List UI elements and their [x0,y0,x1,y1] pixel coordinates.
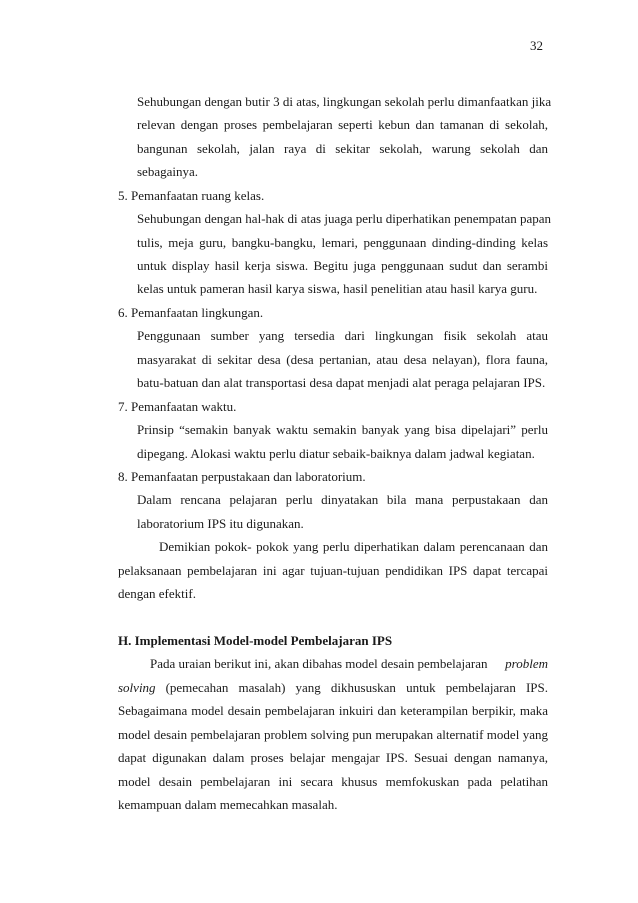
page-number: 32 [530,38,543,53]
closing-line-2: pelaksanaan pembelajaran ini agar tujuan-tujuan pendidikan IPS dapat tercapai [118,563,548,578]
item5-line-2: tulis, meja guru, bangku-bangku, lemari, penggunaan dinding-dinding kelas [137,235,548,250]
section-line-6: model desain pembelajaran ini secara khusus memfokuskan pada pelatihan [118,774,548,789]
item6-line-3: batu-batuan dan alat transportasi desa dapat menjadi alat peraga pelajaran IPS. [137,375,546,390]
item6-title: 6. Pemanfaatan lingkungan. [118,305,264,320]
item6-line-2: masyarakat di sekitar desa (desa pertanian, atau desa nelayan), flora fauna, [137,352,548,367]
section-line-2-italic: solving [118,680,156,695]
closing-line-1: Demikian pokok- pokok yang perlu diperhatikan dalam perencanaan dan [159,539,548,554]
item4-line-2: relevan dengan proses pembelajaran seperti kebun dan tamanan di sekolah, [137,117,548,132]
section-line-5: dapat digunakan dalam proses belajar mengajar IPS. Sesuai dengan namanya, [118,750,548,765]
section-line-1 [150,656,548,672]
item5-title: 5. Pemanfaatan ruang kelas. [118,188,265,203]
closing-line-3: dengan efektif. [118,586,196,601]
section-line-4: model desain pembelajaran problem solving pun merupakan alternatif model yang [118,727,548,742]
section-line-1-italic: problem [505,656,548,671]
section-line-1-text: Pada uraian berikut ini, akan dibahas model desain pembelajaran [150,656,488,671]
section-line-7: kemampuan dalam memecahkan masalah. [118,797,338,812]
item7-title: 7. Pemanfaatan waktu. [118,399,237,414]
section-heading: H. Implementasi Model-model Pembelajaran IPS [118,633,393,648]
section-line-2 [118,680,548,696]
item7-line-1: Prinsip “semakin banyak waktu semakin banyak yang bisa dipelajari” perlu [137,422,548,437]
section-line-3: Sebagaimana model desain pembelajaran inkuiri dan keterampilan berpikir, maka [118,703,548,718]
item5-line-4: kelas untuk pameran hasil karya siswa, hasil penelitian atau hasil karya guru. [137,281,538,296]
section-line-2-text: (pemecahan masalah) yang dikhususkan untuk pembelajaran IPS. [165,680,548,695]
item8-line-1: Dalam rencana pelajaran perlu dinyatakan bila mana perpustakaan dan [137,492,548,507]
item5-line-1: Sehubungan dengan hal-hak di atas juaga perlu diperhatikan penempatan papan [137,211,552,226]
item5-line-3: untuk display hasil kerja siswa. Begitu juga penggunaan sudut dan serambi [137,258,548,273]
item4-line-1: Sehubungan dengan butir 3 di atas, lingkungan sekolah perlu dimanfaatkan jika [137,94,552,109]
item7-line-2: dipegang. Alokasi waktu perlu diatur sebaik-baiknya dalam jadwal kegiatan. [137,446,535,461]
item4-line-3: bangunan sekolah, jalan raya di sekitar sekolah, warung sekolah dan [137,141,548,156]
item8-line-2: laboratorium IPS itu digunakan. [137,516,304,531]
item6-line-1: Penggunaan sumber yang tersedia dari lingkungan fisik sekolah atau [137,328,548,343]
item8-title: 8. Pemanfaatan perpustakaan dan laboratorium. [118,469,366,484]
item4-line-4: sebagainya. [137,164,199,179]
